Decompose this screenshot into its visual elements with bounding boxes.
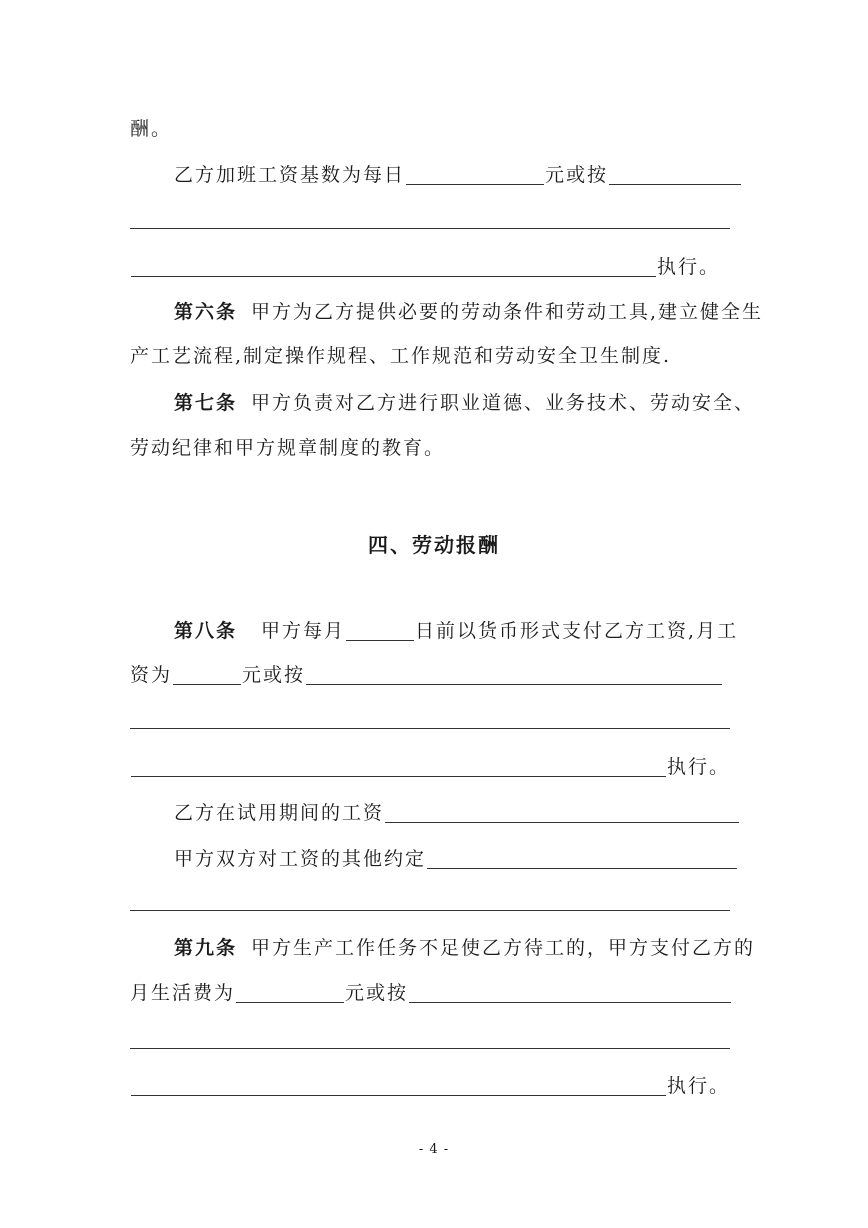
text-line <box>130 662 723 688</box>
text: 甲方负责对乙方进行职业道德、业务技术、劳动安全、 <box>251 392 756 414</box>
text-line <box>130 343 671 369</box>
text: 日前以货币形式支付乙方工资,月工 <box>415 620 739 642</box>
text: 乙方加班工资基数为每日 <box>174 164 406 186</box>
text-line <box>130 116 172 142</box>
fill-in-line <box>130 228 730 229</box>
text: 执行。 <box>667 756 731 778</box>
text: 甲方生产工作任务不足使乙方待工的，甲方支付乙方的 <box>251 937 756 959</box>
article-8 <box>174 618 738 644</box>
fill-in-blank <box>173 664 241 685</box>
article-label: 第九条 <box>174 937 238 959</box>
text: 产工艺流程,制定操作规程、工作规范和劳动安全卫生制度. <box>130 345 672 367</box>
text: 元或按 <box>545 164 609 186</box>
fill-in-line <box>130 1048 730 1049</box>
article-label: 第七条 <box>174 392 238 414</box>
article-6 <box>174 299 763 325</box>
fill-in-blank <box>131 756 666 777</box>
text: 甲方为乙方提供必要的劳动条件和劳动工具,建立健全生 <box>251 301 764 323</box>
text-line <box>130 435 445 461</box>
fill-in-blank <box>406 164 544 185</box>
fill-in-line <box>130 910 730 911</box>
text: 甲方每月 <box>261 620 346 642</box>
fill-in-blank <box>427 848 737 869</box>
text-line <box>174 162 742 188</box>
text: 执行。 <box>667 1075 731 1097</box>
text: 资为 <box>130 664 173 686</box>
fill-in-blank <box>131 1075 666 1096</box>
text-line <box>130 254 720 280</box>
article-9 <box>174 935 755 961</box>
text: 元或按 <box>242 664 306 686</box>
text: 甲方双方对工资的其他约定 <box>174 848 427 870</box>
fill-in-blank <box>306 664 722 685</box>
fill-in-blank <box>385 802 739 823</box>
text-line <box>174 800 740 826</box>
text: 乙方在试用期间的工资 <box>174 802 385 824</box>
text-line <box>130 980 732 1006</box>
text: 执行。 <box>657 256 721 278</box>
fill-in-blank <box>131 256 656 277</box>
fill-in-blank <box>346 620 414 641</box>
text-line <box>130 754 730 780</box>
text: 元或按 <box>345 982 409 1004</box>
fill-in-line <box>130 728 730 729</box>
fill-in-blank <box>409 982 731 1003</box>
text-line <box>130 1073 730 1099</box>
article-label: 第六条 <box>174 301 238 323</box>
text: 月生活费为 <box>130 982 236 1004</box>
page-number: - 4 - <box>418 1142 450 1157</box>
article-label: 第八条 <box>174 620 238 642</box>
fill-in-blank <box>609 164 741 185</box>
text-line <box>174 846 738 872</box>
article-7 <box>174 390 755 416</box>
fill-in-blank <box>236 982 344 1003</box>
text: 酬。 <box>130 118 173 140</box>
text: 劳动纪律和甲方规章制度的教育。 <box>130 437 446 459</box>
section-heading: 四、劳动报酬 <box>368 533 500 557</box>
